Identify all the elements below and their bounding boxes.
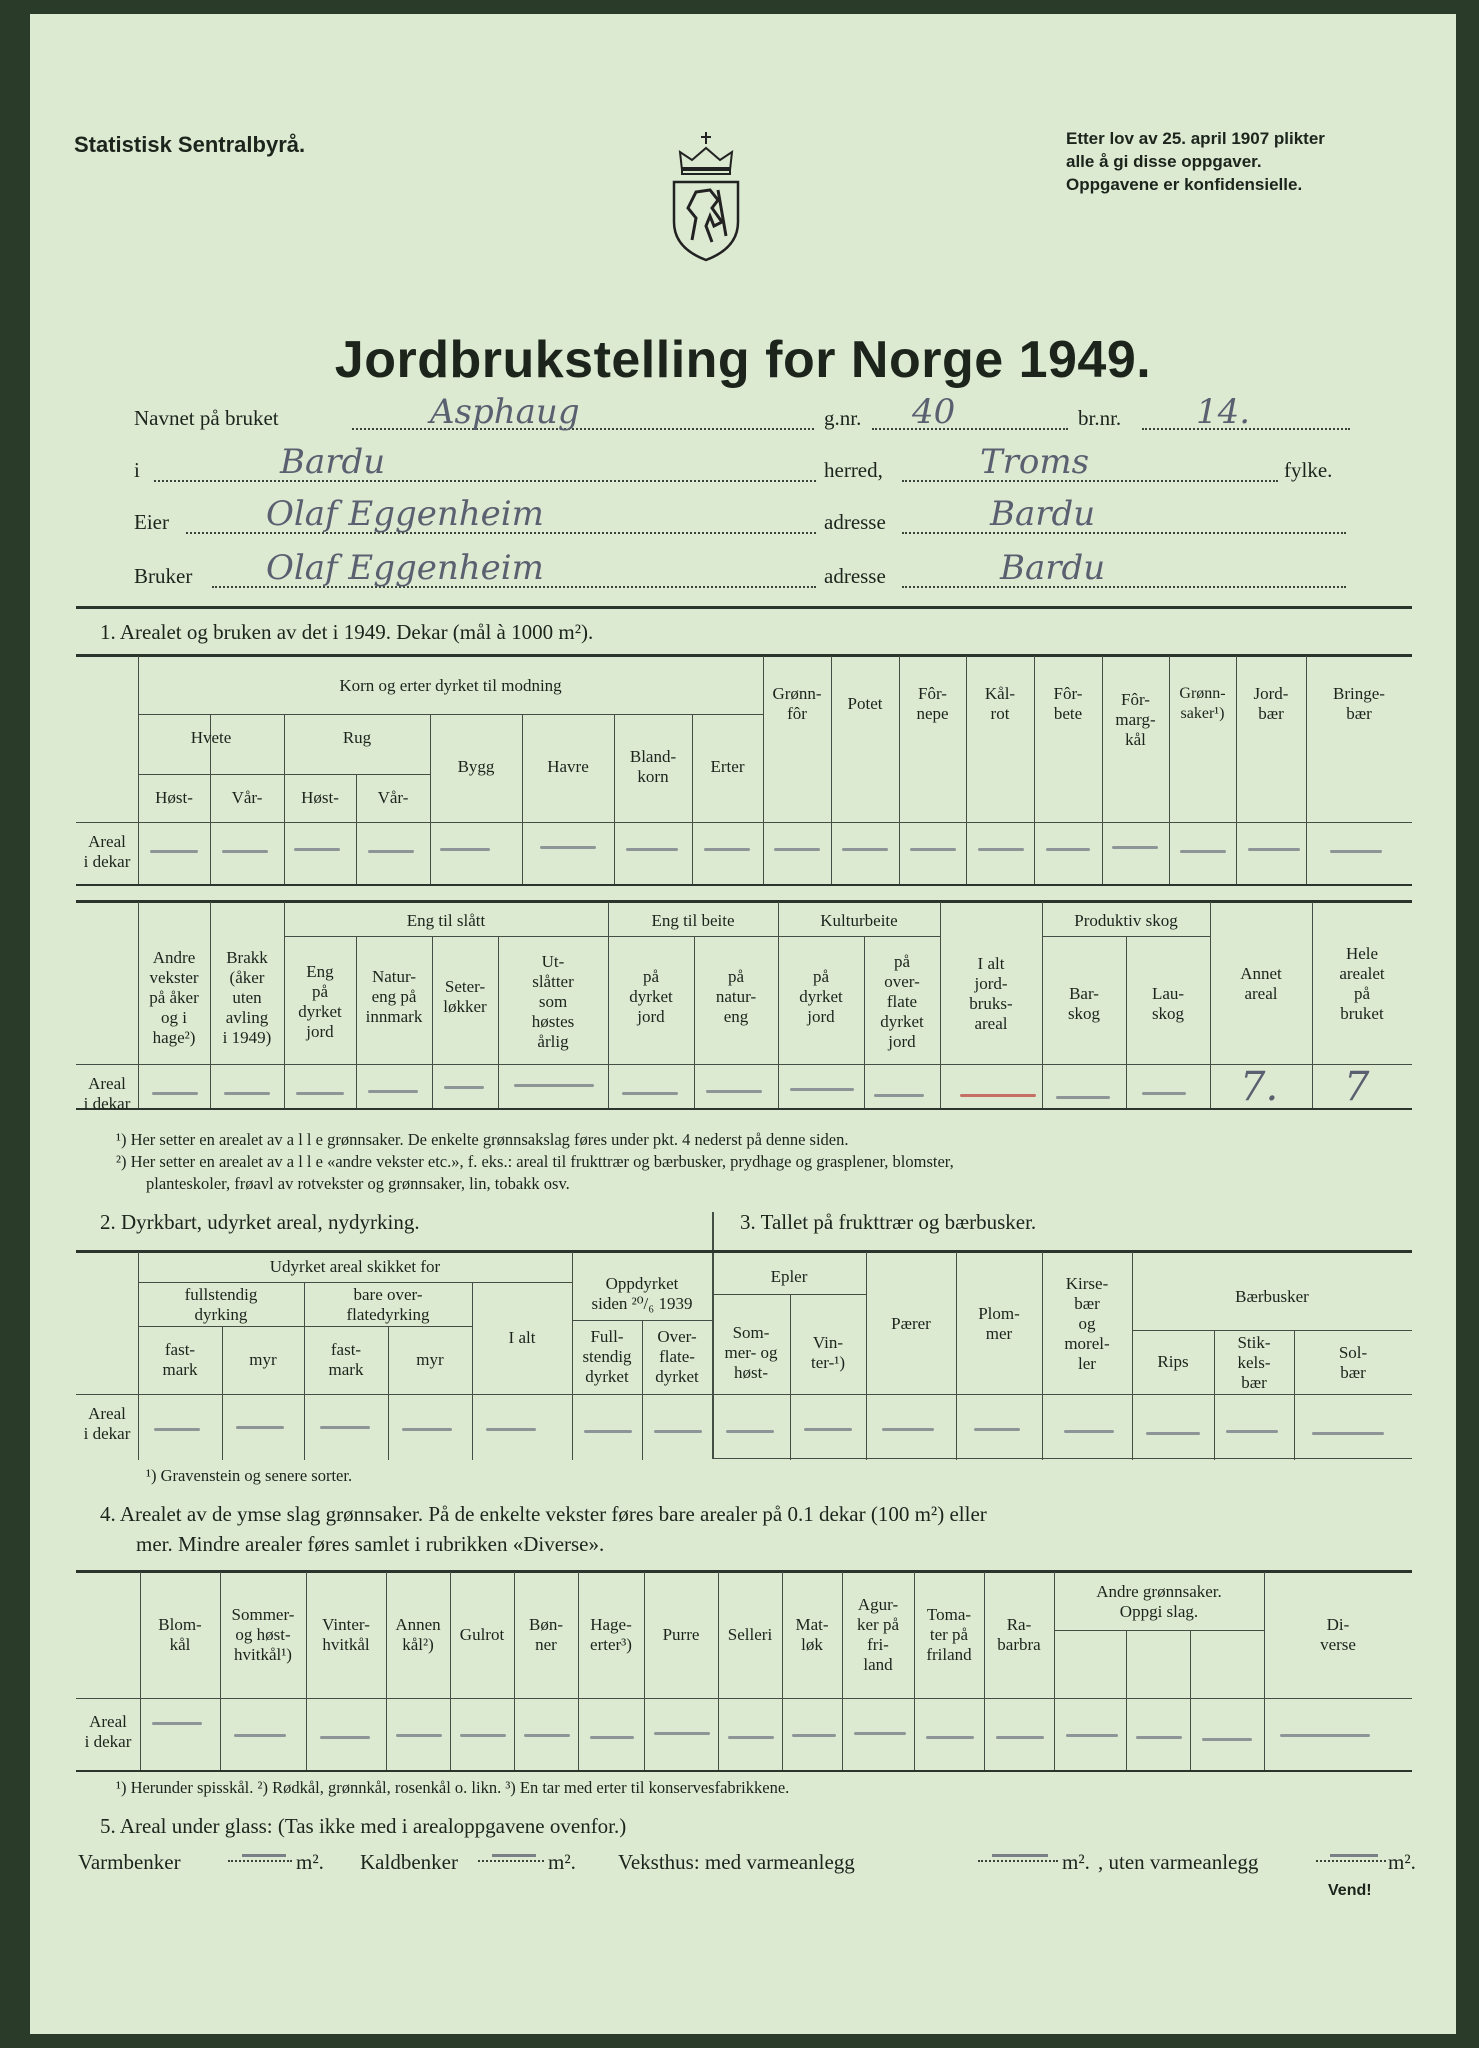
veksthus-varme-dash xyxy=(992,1854,1048,1857)
uten-varmeanlegg-label: , uten varmeanlegg xyxy=(1098,1850,1259,1874)
owner-address-value[interactable]: Bardu xyxy=(990,494,1096,534)
herred-label: herred, xyxy=(824,458,883,482)
header-produktiv-skog: Produktiv skog xyxy=(1074,911,1178,930)
header-solbaer: Sol- bær xyxy=(1338,1343,1368,1382)
varmbenker-field[interactable] xyxy=(228,1860,292,1862)
header-hvete: Hvete xyxy=(190,728,232,747)
section-5-title: 5. Areal under glass: (Tas ikke med i arealoppgavene ovenfor.) xyxy=(100,1814,627,1838)
header-hvete-var: Vår- xyxy=(231,788,263,807)
header-overflate-dyrket: Over- flate- dyrket xyxy=(655,1327,699,1386)
header-baerbusker: Bærbusker xyxy=(1235,1287,1309,1306)
owner-value[interactable]: Olaf Eggenheim xyxy=(266,494,544,534)
gnr-value[interactable]: 40 xyxy=(912,392,956,432)
annet-areal-value[interactable]: 7. xyxy=(1240,1064,1279,1110)
legal-line: Oppgavene er konfidensielle. xyxy=(1066,175,1303,194)
veksthus-varme-unit: m². xyxy=(1062,1850,1090,1874)
farm-name-value[interactable]: Asphaug xyxy=(430,392,580,432)
header-tomater: Toma- ter på friland xyxy=(926,1605,972,1664)
header-andre-gronnsaker: Andre grønnsaker. Oppgi slag. xyxy=(1096,1582,1222,1621)
header-myr-1: myr xyxy=(249,1350,277,1369)
municipality-line xyxy=(154,480,816,482)
header-rips: Rips xyxy=(1157,1352,1189,1371)
header-eng-dyrket: Eng på dyrket jord xyxy=(298,962,342,1041)
header-fastmark-1: fast- mark xyxy=(162,1340,198,1379)
legal-line: Etter lov av 25. april 1907 plikter xyxy=(1066,129,1325,148)
header-annet-areal: Annet areal xyxy=(1240,964,1282,1003)
header-ialt-jordbruksareal: I alt jord- bruks- areal xyxy=(969,954,1013,1033)
header-kalrot: Kål- rot xyxy=(984,684,1016,723)
footnote-1: ¹) Her setter en arealet av a l l e grønnsaker. De enkelte grønnsakslag føres under pkt. 4 nederst på denne siden. xyxy=(116,1130,849,1149)
header-jordbaer: Jord- bær xyxy=(1253,684,1289,723)
form-title: Jordbrukstelling for Norge 1949. xyxy=(334,331,1152,389)
header-annen-kal: Annen kål²) xyxy=(395,1615,441,1654)
header-purre: Purre xyxy=(662,1625,700,1644)
header-kulturbeite: Kulturbeite xyxy=(820,911,898,930)
section-1-title: 1. Arealet og bruken av det i 1949. Dekar (mål à 1000 m²). xyxy=(100,620,594,644)
header-kultur-dyrket: på dyrket jord xyxy=(799,967,843,1026)
municipality-value[interactable]: Bardu xyxy=(280,442,386,482)
header-stikkelsbaer: Stik- kels- bær xyxy=(1237,1333,1271,1392)
kaldbenker-dash xyxy=(492,1854,536,1857)
header-natureng: Natur- eng på innmark xyxy=(365,967,423,1026)
header-brakk: Brakk (åker uten avling i 1949) xyxy=(222,948,272,1047)
row-label-areal-2: Areal i dekar xyxy=(83,1074,131,1113)
user-address-line xyxy=(902,586,1346,588)
header-matlok: Mat- løk xyxy=(795,1615,829,1654)
uten-varme-dash xyxy=(1330,1854,1378,1857)
header-oppdyrket: Oppdyrket siden ²⁰/₆ 1939 xyxy=(591,1274,693,1313)
table-1-top-rule xyxy=(76,654,1412,657)
varmbenker-dash xyxy=(242,1854,286,1857)
header-plommer: Plom- mer xyxy=(978,1304,1020,1343)
user-address-label: adresse xyxy=(824,564,886,588)
owner-label: Eier xyxy=(134,510,169,534)
header-forbete: Fôr- bete xyxy=(1053,684,1083,723)
veksthus-varme-field[interactable] xyxy=(978,1860,1058,1862)
header-gronnsaker: Grønn- saker¹) xyxy=(1179,685,1226,722)
county-line xyxy=(902,480,1278,482)
farm-name-label: Navnet på bruket xyxy=(134,406,279,430)
header-hele-arealet: Hele arealet på bruket xyxy=(1339,944,1385,1023)
kaldbenker-label: Kaldbenker xyxy=(360,1850,458,1874)
header-rug: Rug xyxy=(342,728,372,747)
uten-varme-unit: m². xyxy=(1388,1850,1416,1874)
header-vinterhvitkal: Vinter- hvitkål xyxy=(322,1615,370,1654)
header-sommer-host: Som- mer- og høst- xyxy=(724,1323,778,1382)
section-4-footnote: ¹) Herunder spisskål. ²) Rødkål, grønnkål, rosenkål o. likn. ³) En tar med erter til konservesfabrikkene. xyxy=(116,1778,790,1797)
header-diverse: Di- verse xyxy=(1320,1615,1356,1654)
owner-address-label: adresse xyxy=(824,510,886,534)
header-eng-slatt: Eng til slått xyxy=(406,911,486,930)
header-myr-2: myr xyxy=(416,1350,444,1369)
veksthus-label: Veksthus: med varmeanlegg xyxy=(618,1850,855,1874)
table-2-top-rule xyxy=(76,900,1412,903)
header-seterlokker: Seter- løkker xyxy=(443,977,487,1016)
header-korn: Korn og erter dyrket til modning xyxy=(339,676,562,695)
header-havre: Havre xyxy=(547,757,589,776)
header-paerer: Pærer xyxy=(891,1314,931,1333)
brnr-value[interactable]: 14. xyxy=(1196,392,1251,432)
header-epler: Epler xyxy=(770,1267,808,1286)
header-bonner: Bøn- ner xyxy=(529,1615,563,1654)
header-bringebaer: Bringe- bær xyxy=(1333,684,1385,723)
row-label-areal: Areal i dekar xyxy=(83,832,131,871)
brnr-label: br.nr. xyxy=(1078,406,1122,430)
organization-name: Statistisk Sentralbyrå. xyxy=(74,132,306,157)
row-label-areal-3: Areal i dekar xyxy=(83,1404,131,1443)
header-kultur-overflate: på over- flate dyrket jord xyxy=(880,952,924,1051)
header-blandkorn: Bland- korn xyxy=(629,747,677,786)
header-selleri: Selleri xyxy=(727,1625,773,1644)
header-rug-var: Vår- xyxy=(377,788,409,807)
varmbenker-label: Varmbenker xyxy=(78,1850,181,1874)
fylke-label: fylke. xyxy=(1284,458,1333,482)
header-beite-dyrket: på dyrket jord xyxy=(629,967,673,1026)
section-4-title-line-2: mer. Mindre arealer føres samlet i rubrikken «Diverse». xyxy=(136,1532,605,1556)
header-bygg: Bygg xyxy=(457,757,495,776)
table-5-top-rule xyxy=(76,1570,1412,1573)
header-potet: Potet xyxy=(847,694,883,713)
section-3-title: 3. Tallet på frukttrær og bærbusker. xyxy=(740,1210,1037,1234)
uten-varme-field[interactable] xyxy=(1316,1860,1386,1862)
county-value[interactable]: Troms xyxy=(980,442,1090,482)
header-gulrot: Gulrot xyxy=(459,1625,505,1644)
header-utslatter: Ut- slåtter som høstes årlig xyxy=(531,952,575,1051)
header-hageerter: Hage- erter³) xyxy=(590,1615,632,1654)
varmbenker-unit: m². xyxy=(296,1850,324,1874)
section-2-title: 2. Dyrkbart, udyrket areal, nydyrking. xyxy=(100,1210,420,1234)
header-erter: Erter xyxy=(710,757,745,776)
header-sommerhvitkal: Sommer- og høst- hvitkål¹) xyxy=(231,1605,295,1664)
section-3-footnote: ¹) Gravenstein og senere sorter. xyxy=(146,1466,353,1485)
header-eng-beite: Eng til beite xyxy=(651,911,735,930)
owner-address-line xyxy=(902,532,1346,534)
gnr-label: g.nr. xyxy=(824,406,862,430)
legal-line: alle å gi disse oppgaver. xyxy=(1066,152,1262,171)
gnr-line xyxy=(872,428,1068,430)
turn-over-note: Vend! xyxy=(1328,1882,1372,1899)
header-hvete-host: Høst- xyxy=(155,788,193,807)
header-fullstendig: fullstendig dyrking xyxy=(184,1285,258,1324)
header-barskog: Bar- skog xyxy=(1067,984,1101,1023)
header-kirsebaer: Kirse- bær og morel- ler xyxy=(1064,1274,1110,1373)
header-agurker: Agur- ker på fri- land xyxy=(856,1595,899,1674)
header-fullstendig-dyrket: Full- stendig dyrket xyxy=(582,1327,632,1386)
header-fastmark-2: fast- mark xyxy=(328,1340,364,1379)
farm-name-line xyxy=(352,428,814,430)
legal-notice xyxy=(1066,127,1325,196)
section-4-title-line-1: 4. Arealet av de ymse slag grønnsaker. På de enkelte vekster føres bare arealer på 0.1 dekar (100 m²) eller xyxy=(100,1502,987,1526)
divider xyxy=(76,606,1412,609)
footnote-2: ²) Her setter en arealet av a l l e «andre vekster etc.», f. eks.: areal til frukttrær og bærbusker, prydhage og grasplener, blomster, xyxy=(116,1152,954,1171)
municipality-prefix-label: i xyxy=(134,458,140,482)
coat-of-arms-emblem xyxy=(666,130,746,262)
header-bare-overflate: bare over- flatedyrking xyxy=(346,1285,430,1324)
header-ialt-udyrket: I alt xyxy=(508,1328,536,1347)
user-address-value[interactable]: Bardu xyxy=(1000,548,1106,588)
header-vinter: Vin- ter-¹) xyxy=(810,1333,845,1372)
header-lauvskog: Lau- skog xyxy=(1151,984,1185,1023)
header-blomkal: Blom- kål xyxy=(158,1615,202,1654)
footnote-2-cont: planteskoler, frøavl av rotvekster og grønnsaker, lin, tobakk osv. xyxy=(146,1174,570,1193)
header-fornepe: Fôr- nepe xyxy=(916,684,949,723)
hele-arealet-value[interactable]: 7 xyxy=(1344,1064,1370,1110)
form-page xyxy=(30,14,1456,2034)
header-beite-natur: på natur- eng xyxy=(715,967,757,1026)
header-udyrket: Udyrket areal skikket for xyxy=(269,1257,441,1276)
table-3-top-rule xyxy=(76,1250,1412,1253)
header-formargkal: Fôr- marg- kål xyxy=(1115,690,1156,749)
header-andre-vekster: Andre vekster på åker og i hage²) xyxy=(149,948,199,1047)
kaldbenker-field[interactable] xyxy=(478,1860,544,1862)
row-label-areal-5: Areal i dekar xyxy=(84,1712,132,1751)
header-rabarbra: Ra- barbra xyxy=(997,1615,1041,1654)
kaldbenker-unit: m². xyxy=(548,1850,576,1874)
header-gronnfor: Grønn- fôr xyxy=(772,684,822,723)
user-label: Bruker xyxy=(134,564,193,588)
user-value[interactable]: Olaf Eggenheim xyxy=(266,548,544,588)
header-rug-host: Høst- xyxy=(301,788,339,807)
section-5-line xyxy=(78,1850,1416,1875)
